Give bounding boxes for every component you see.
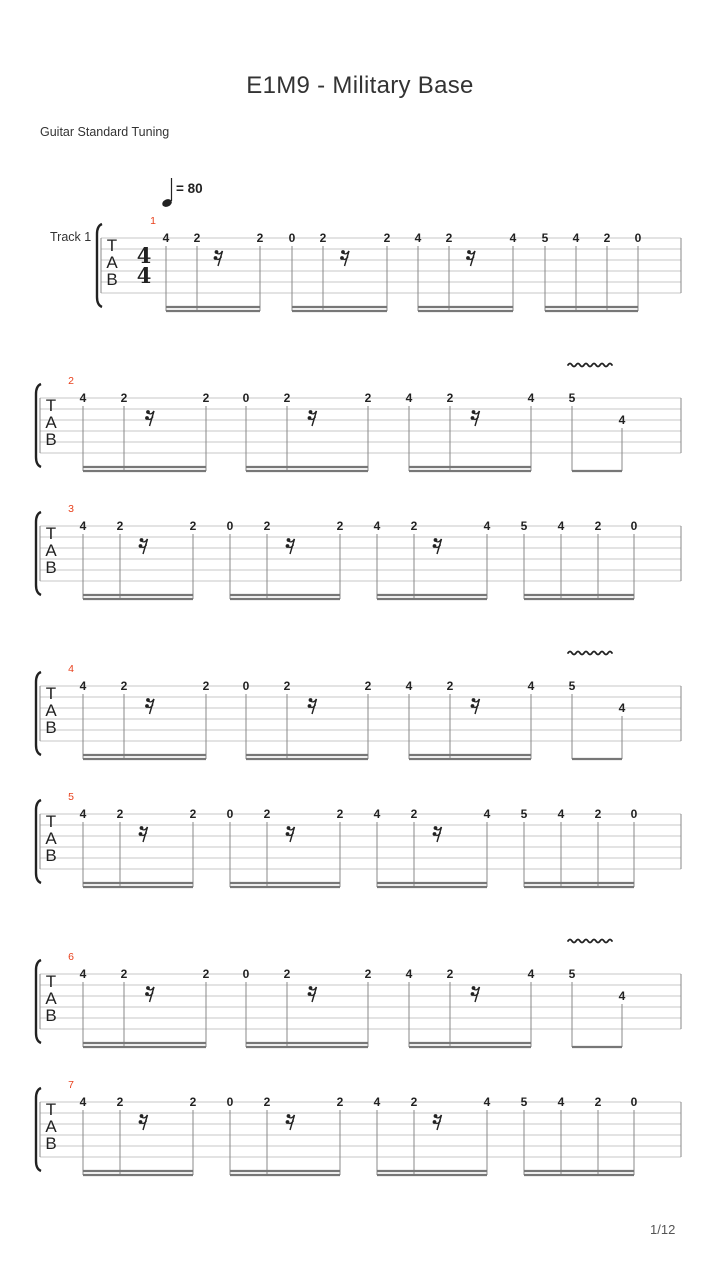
- rest-icon: [286, 1114, 295, 1130]
- rest-dot: [471, 704, 475, 708]
- fret-number: 2: [336, 519, 344, 533]
- fret-number: 2: [383, 231, 391, 245]
- fret-number: 2: [116, 1095, 124, 1109]
- fret-number: 4: [373, 807, 381, 821]
- fret-number: 4: [79, 1095, 87, 1109]
- bar-number: 4: [68, 663, 74, 675]
- fret-number: 4: [373, 519, 381, 533]
- rest-dot: [471, 992, 475, 996]
- fret-number: 2: [364, 679, 372, 693]
- tuning-label: Guitar Standard Tuning: [40, 125, 170, 139]
- tab-clef-letter: A: [45, 829, 57, 848]
- fret-number: 0: [630, 519, 638, 533]
- rest-icon: [308, 410, 317, 426]
- fret-number: 4: [79, 391, 87, 405]
- bar-number: 5: [68, 791, 74, 803]
- tab-clef-letter: A: [106, 253, 118, 272]
- fret-number: 4: [618, 701, 626, 715]
- vibrato-icon: [568, 940, 612, 943]
- rest-dot: [287, 1114, 291, 1118]
- page-number: 1/12: [650, 1222, 676, 1237]
- vibrato-icon: [568, 652, 612, 655]
- rest-dot: [145, 416, 149, 420]
- rest-dot: [466, 256, 470, 260]
- fret-number: 2: [202, 391, 210, 405]
- fret-number: 2: [336, 807, 344, 821]
- tab-clef-letter: B: [45, 430, 57, 449]
- fret-number: 4: [527, 967, 535, 981]
- tab-system: [97, 215, 681, 311]
- tab-system: [36, 364, 681, 472]
- fret-number: 2: [410, 807, 418, 821]
- fret-number: 2: [189, 807, 197, 821]
- rest-icon: [145, 698, 154, 714]
- fret-number: 4: [557, 1095, 565, 1109]
- bar-number: 3: [68, 503, 74, 515]
- bar-number: 6: [68, 951, 74, 963]
- rest-icon: [145, 986, 154, 1002]
- fret-number: 5: [568, 967, 576, 981]
- rest-dot: [309, 698, 313, 702]
- fret-number: 4: [483, 519, 491, 533]
- tab-clef-letter: B: [45, 846, 57, 865]
- track-name: Track 1: [50, 230, 92, 244]
- tab-clef-letter: A: [45, 989, 57, 1008]
- rest-dot: [308, 704, 312, 708]
- fret-number: 4: [572, 231, 580, 245]
- rest-dot: [140, 538, 144, 542]
- rest-dot: [145, 992, 149, 996]
- bar-number: 1: [150, 215, 156, 227]
- tab-system: [36, 652, 681, 760]
- rest-dot: [145, 704, 149, 708]
- tempo-quarter-note-icon: [161, 178, 173, 208]
- rest-icon: [433, 826, 442, 842]
- fret-number: 2: [594, 1095, 602, 1109]
- fret-number: 2: [336, 1095, 344, 1109]
- rest-dot: [139, 544, 143, 548]
- rest-dot: [433, 544, 437, 548]
- rest-icon: [471, 986, 480, 1002]
- rest-dot: [139, 832, 143, 836]
- fret-number: 2: [202, 679, 210, 693]
- tab-clef-letter: B: [45, 1006, 57, 1025]
- fret-number: 2: [263, 519, 271, 533]
- tab-system: [36, 940, 681, 1048]
- tab-system: [36, 791, 681, 887]
- fret-number: 2: [594, 807, 602, 821]
- fret-number: 2: [364, 967, 372, 981]
- time-signature-denominator: 4: [136, 263, 152, 288]
- fret-number: 2: [364, 391, 372, 405]
- rest-icon: [286, 538, 295, 554]
- fret-number: 4: [79, 519, 87, 533]
- fret-number: 0: [226, 519, 234, 533]
- tab-clef-letter: T: [45, 1100, 57, 1119]
- rest-icon: [308, 986, 317, 1002]
- fret-number: 4: [618, 413, 626, 427]
- fret-number: 0: [242, 679, 250, 693]
- bar-number: 7: [68, 1079, 74, 1091]
- tempo-bpm: 80: [187, 181, 203, 196]
- fret-number: 4: [414, 231, 422, 245]
- rest-icon: [308, 698, 317, 714]
- fret-number: 2: [594, 519, 602, 533]
- rest-dot: [309, 986, 313, 990]
- fret-number: 4: [557, 807, 565, 821]
- fret-number: 4: [79, 967, 87, 981]
- fret-number: 2: [603, 231, 611, 245]
- fret-number: 0: [634, 231, 642, 245]
- rest-dot: [472, 410, 476, 414]
- fret-number: 4: [405, 967, 413, 981]
- rest-dot: [140, 1114, 144, 1118]
- rest-icon: [145, 410, 154, 426]
- fret-number: 2: [283, 967, 291, 981]
- rest-dot: [467, 250, 471, 254]
- fret-number: 4: [373, 1095, 381, 1109]
- fret-number: 2: [446, 967, 454, 981]
- rest-dot: [340, 256, 344, 260]
- rest-dot: [140, 826, 144, 830]
- rest-icon: [139, 538, 148, 554]
- rest-dot: [139, 1120, 143, 1124]
- fret-number: 5: [568, 391, 576, 405]
- tab-clef-letter: T: [45, 524, 57, 543]
- fret-number: 4: [509, 231, 517, 245]
- fret-number: 5: [568, 679, 576, 693]
- fret-number: 2: [446, 391, 454, 405]
- fret-number: 4: [557, 519, 565, 533]
- tab-clef-letter: T: [45, 684, 57, 703]
- fret-number: 2: [319, 231, 327, 245]
- fret-number: 4: [618, 989, 626, 1003]
- fret-number: 2: [120, 679, 128, 693]
- rest-icon: [286, 826, 295, 842]
- fret-number: 2: [256, 231, 264, 245]
- tab-clef-letter: T: [106, 236, 118, 255]
- rest-dot: [433, 1120, 437, 1124]
- fret-number: 2: [283, 679, 291, 693]
- tab-clef-letter: B: [45, 718, 57, 737]
- fret-number: 2: [116, 807, 124, 821]
- rest-dot: [434, 1114, 438, 1118]
- tab-clef-letter: B: [45, 1134, 57, 1153]
- fret-number: 2: [120, 391, 128, 405]
- rest-dot: [434, 538, 438, 542]
- tab-clef-letter: A: [45, 541, 57, 560]
- fret-number: 0: [630, 1095, 638, 1109]
- fret-number: 2: [410, 519, 418, 533]
- fret-number: 4: [483, 807, 491, 821]
- tab-clef-letter: B: [45, 558, 57, 577]
- tab-clef-letter: B: [106, 270, 118, 289]
- fret-number: 2: [189, 1095, 197, 1109]
- fret-number: 2: [116, 519, 124, 533]
- rest-dot: [286, 832, 290, 836]
- tab-clef-letter: A: [45, 413, 57, 432]
- rest-icon: [433, 538, 442, 554]
- fret-number: 4: [405, 679, 413, 693]
- rest-dot: [146, 410, 150, 414]
- fret-number: 4: [483, 1095, 491, 1109]
- rest-icon: [340, 250, 349, 266]
- rest-dot: [287, 538, 291, 542]
- rest-icon: [139, 1114, 148, 1130]
- time-signature-numerator: 4: [136, 243, 152, 268]
- fret-number: 4: [79, 679, 87, 693]
- fret-number: 0: [288, 231, 296, 245]
- rest-dot: [472, 698, 476, 702]
- rest-dot: [215, 250, 219, 254]
- vibrato-icon: [568, 364, 612, 367]
- fret-number: 0: [242, 391, 250, 405]
- fret-number: 0: [226, 1095, 234, 1109]
- rest-dot: [286, 1120, 290, 1124]
- fret-number: 5: [520, 519, 528, 533]
- rest-icon: [466, 250, 475, 266]
- score-title: E1M9 - Military Base: [246, 72, 474, 99]
- fret-number: 2: [193, 231, 201, 245]
- fret-number: 2: [202, 967, 210, 981]
- fret-number: 4: [162, 231, 170, 245]
- fret-number: 2: [445, 231, 453, 245]
- tab-system: [36, 503, 681, 599]
- rest-icon: [214, 250, 223, 266]
- rest-dot: [214, 256, 218, 260]
- tab-clef-letter: T: [45, 396, 57, 415]
- rest-dot: [309, 410, 313, 414]
- fret-number: 0: [242, 967, 250, 981]
- rest-dot: [287, 826, 291, 830]
- rest-dot: [146, 698, 150, 702]
- rest-icon: [471, 410, 480, 426]
- rest-dot: [434, 826, 438, 830]
- rest-icon: [139, 826, 148, 842]
- rest-icon: [433, 1114, 442, 1130]
- fret-number: 4: [405, 391, 413, 405]
- tab-clef-letter: A: [45, 1117, 57, 1136]
- fret-number: 2: [283, 391, 291, 405]
- rest-dot: [308, 992, 312, 996]
- fret-number: 2: [120, 967, 128, 981]
- fret-number: 2: [410, 1095, 418, 1109]
- tempo-equals: =: [176, 181, 184, 196]
- fret-number: 0: [226, 807, 234, 821]
- rest-dot: [286, 544, 290, 548]
- rest-dot: [341, 250, 345, 254]
- fret-number: 0: [630, 807, 638, 821]
- rest-dot: [471, 416, 475, 420]
- tab-clef-letter: A: [45, 701, 57, 720]
- rest-dot: [433, 832, 437, 836]
- bar-number: 2: [68, 375, 74, 387]
- rest-dot: [146, 986, 150, 990]
- fret-number: 5: [520, 1095, 528, 1109]
- fret-number: 4: [527, 391, 535, 405]
- rest-dot: [308, 416, 312, 420]
- tab-clef-letter: T: [45, 812, 57, 831]
- fret-number: 2: [446, 679, 454, 693]
- tab-system: [36, 1079, 681, 1175]
- rest-icon: [471, 698, 480, 714]
- fret-number: 2: [189, 519, 197, 533]
- fret-number: 2: [263, 1095, 271, 1109]
- fret-number: 5: [541, 231, 549, 245]
- tab-clef-letter: T: [45, 972, 57, 991]
- fret-number: 5: [520, 807, 528, 821]
- fret-number: 4: [79, 807, 87, 821]
- rest-dot: [472, 986, 476, 990]
- fret-number: 2: [263, 807, 271, 821]
- fret-number: 4: [527, 679, 535, 693]
